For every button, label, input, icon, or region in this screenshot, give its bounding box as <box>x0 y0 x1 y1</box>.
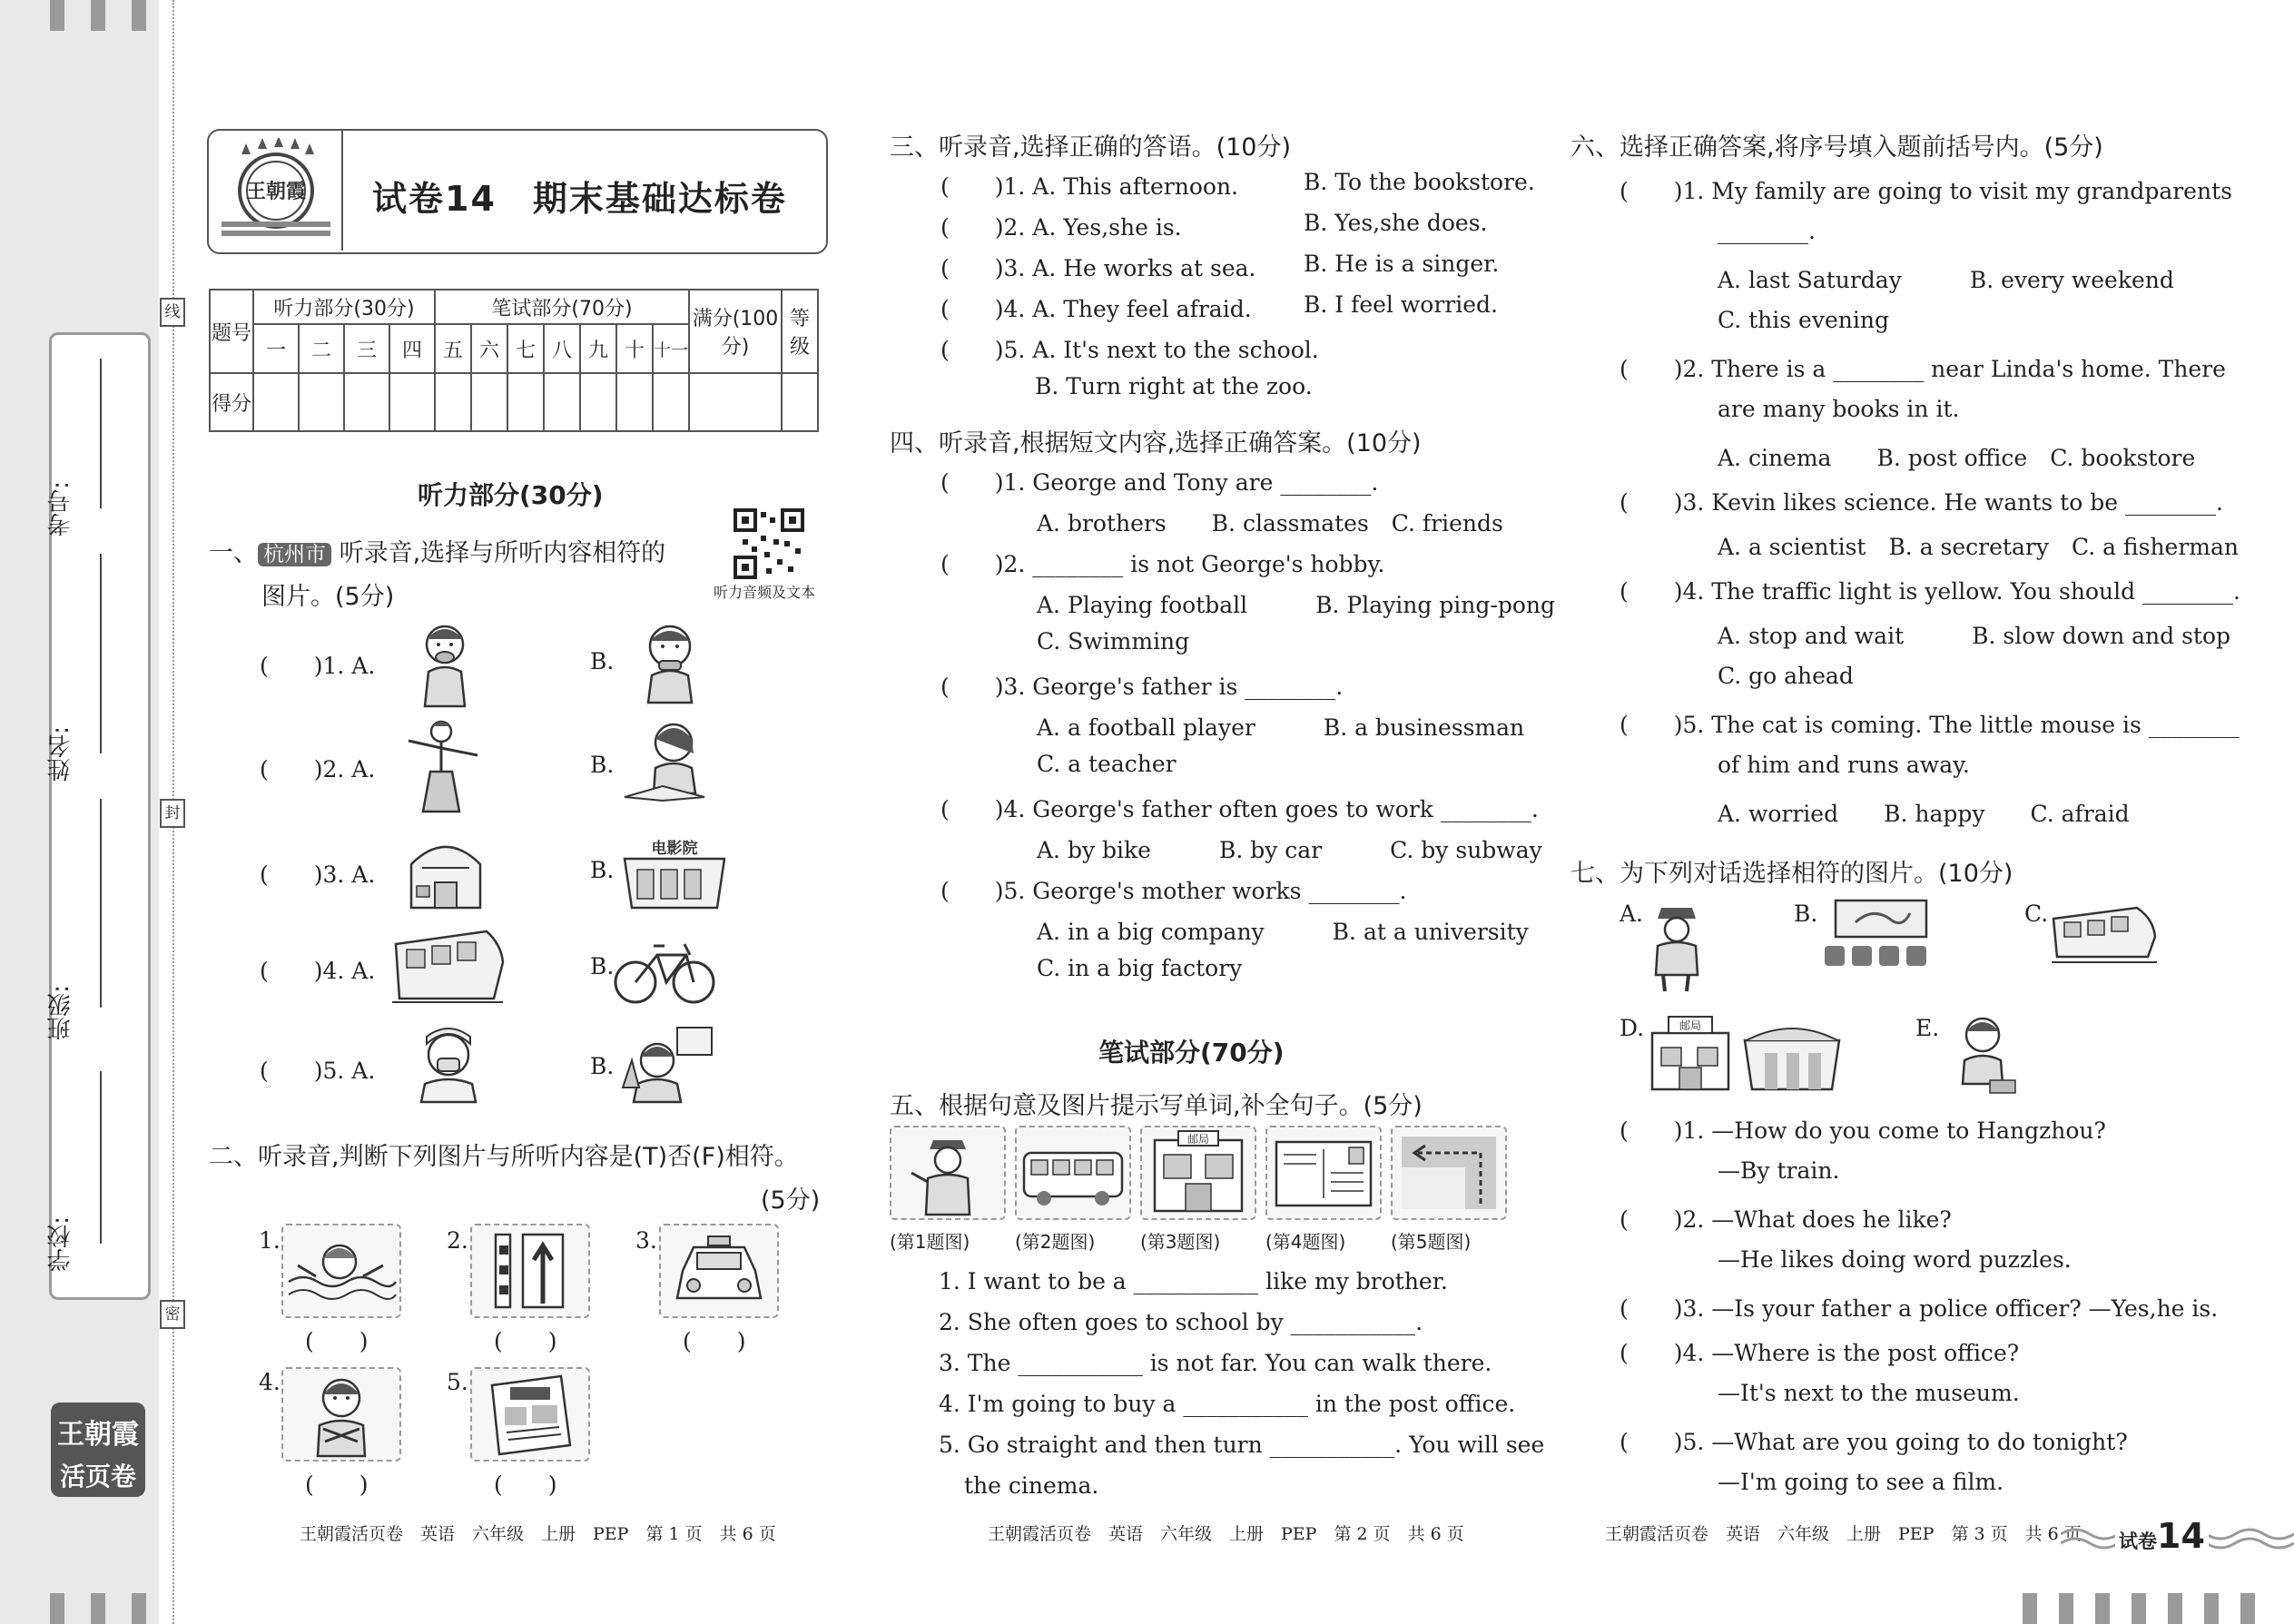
svg-text:王朝霞: 王朝霞 <box>245 180 307 203</box>
score-header-writing: 笔试部分(70分) <box>435 290 689 324</box>
doctor-icon <box>407 1024 490 1104</box>
s7-line: ( )5. —What are you going to do tonight? <box>1620 1429 2128 1455</box>
binding-mark-seal: 封 <box>160 799 185 828</box>
s1-q1-b: B. <box>590 648 615 674</box>
s6-line: A. a scientist B. a secretary C. a fisherman <box>1718 534 2239 560</box>
footer-page-3: 王朝霞活页卷 英语 六年级 上册 PEP 第 3 页 共 6 页 <box>1605 1524 2082 1544</box>
s3-q1-b: B. To the bookstore. <box>1304 169 1535 195</box>
section1-title-line2: 图片。(5分) <box>261 583 395 611</box>
s2-pic-taxi <box>659 1224 779 1318</box>
region-tag: 杭州市 <box>258 543 331 566</box>
logo-bottom-text: 活页卷 <box>59 1462 136 1491</box>
s3-q4: ( )4. A. They feel afraid. <box>940 296 1252 322</box>
s6-line: A. cinema B. post office C. bookstore <box>1718 445 2196 471</box>
s2-label-2: 2. <box>447 1227 468 1254</box>
binding-tick <box>50 0 64 31</box>
s6-line: ________. <box>1718 218 1816 244</box>
cinema-building-icon <box>621 832 728 911</box>
s4-line: ( )4. George's father often goes to work ________. <box>940 796 1539 822</box>
s4-line: ( )1. George and Tony are ________. <box>940 469 1379 496</box>
footer-page-1: 王朝霞活页卷 英语 六年级 上册 PEP 第 1 页 共 6 页 <box>300 1524 776 1544</box>
s2-label-1: 1. <box>259 1227 281 1254</box>
score-header-full: 满分(100分) <box>689 290 782 373</box>
s2-answer-3[interactable]: ( ) <box>683 1328 746 1354</box>
s4-line: C. in a big factory <box>1037 955 1243 981</box>
score-cell[interactable] <box>580 373 616 431</box>
s5-caption-5: (第5题图) <box>1391 1231 1472 1253</box>
s2-pic-swimming <box>281 1224 401 1318</box>
s4-line: C. Swimming <box>1037 628 1190 655</box>
s2-answer-2[interactable]: ( ) <box>494 1328 557 1354</box>
score-col: 九 <box>580 324 616 373</box>
s4-line: A. a football player B. a businessman <box>1037 714 1525 741</box>
paper-badge-number: 14 <box>2157 1516 2205 1556</box>
school-field[interactable] <box>100 1071 102 1244</box>
s7-pic-police-officer <box>1645 899 1708 993</box>
s4-line: A. Playing football B. Playing ping-pong <box>1037 592 1556 618</box>
s6-line: A. worried B. happy C. afraid <box>1718 801 2130 827</box>
exam-title: 试卷14 期末基础达标卷 <box>372 179 787 219</box>
s3-q1: ( )1. A. This afternoon. <box>940 173 1239 200</box>
s5-pic-turn-left <box>1391 1126 1507 1220</box>
score-col: 三 <box>344 324 389 373</box>
section3-title: 三、听录音,选择正确的答语。(10分) <box>890 133 1292 162</box>
train-icon <box>387 926 507 1006</box>
s1-q4-label: ( )4. A. <box>260 958 376 984</box>
score-col: 十一 <box>653 324 689 373</box>
score-header-listening: 听力部分(30分) <box>253 290 435 324</box>
paper-badge-label: 试卷 <box>2119 1530 2157 1552</box>
s2-pic-boy-thinking <box>281 1367 401 1462</box>
score-col: 四 <box>389 324 435 373</box>
s6-line: ( )5. The cat is coming. The little mouse is ________ <box>1620 712 2240 738</box>
s5-line: 3. The ___________ is not far. You can walk there. <box>939 1350 1492 1376</box>
score-col: 六 <box>471 324 507 373</box>
s2-answer-1[interactable]: ( ) <box>305 1328 369 1354</box>
s5-pic-post-office <box>1140 1126 1256 1220</box>
score-cell[interactable] <box>507 373 544 431</box>
s7-line: —By train. <box>1718 1157 1840 1184</box>
boy-eating-icon <box>635 617 704 704</box>
s5-pic-postcard <box>1265 1126 1382 1220</box>
score-cell[interactable] <box>653 373 689 431</box>
s7-label-d: D. <box>1620 1015 1645 1041</box>
girl-reading-icon <box>617 717 712 804</box>
score-header-grade: 等级 <box>782 290 818 373</box>
s3-q2-b: B. Yes,she does. <box>1304 210 1488 236</box>
s1-q2-b: B. <box>590 752 615 778</box>
s1-q3-label: ( )3. A. <box>260 861 376 888</box>
bicycle-icon <box>614 930 715 1006</box>
svg-text:电影院: 电影院 <box>651 840 698 858</box>
s6-line: C. go ahead <box>1718 663 1854 689</box>
s7-line: —I'm going to see a film. <box>1718 1469 2004 1495</box>
s2-pic-one-way-sign <box>470 1224 590 1318</box>
section1-title <box>209 533 665 568</box>
exam-no-field[interactable] <box>100 359 102 508</box>
score-cell[interactable] <box>389 373 435 431</box>
s5-line: 1. I want to be a ___________ like my brother. <box>939 1268 1448 1294</box>
binding-tick <box>132 0 146 31</box>
s7-label-a: A. <box>1620 901 1644 927</box>
s3-q2: ( )2. A. Yes,she is. <box>940 214 1182 241</box>
s6-line: ( )1. My family are going to visit my grandparents <box>1620 178 2232 204</box>
binding-tick <box>2240 1593 2255 1624</box>
score-col: 一 <box>253 324 299 373</box>
listening-section-title: 听力部分(30分) <box>418 480 604 510</box>
s2-answer-5[interactable]: ( ) <box>494 1471 557 1498</box>
name-field[interactable] <box>100 554 102 753</box>
score-row-label: 得分 <box>210 373 253 431</box>
s5-pic-police-officer <box>890 1126 1006 1220</box>
logo-top-text: 王朝霞 <box>57 1419 139 1451</box>
s4-line: C. a teacher <box>1037 751 1177 777</box>
section5-title: 五、根据句意及图片提示写单词,补全句子。(5分) <box>890 1092 1423 1120</box>
score-cell[interactable] <box>435 373 471 431</box>
svg-text:邮局: 邮局 <box>1186 1133 1210 1146</box>
s3-q5: ( )5. A. It's next to the school. <box>940 337 1319 363</box>
qr-caption: 听力音频及文本 <box>714 584 816 601</box>
binding-tick <box>2132 1593 2146 1624</box>
s5-caption-1: (第1题图) <box>890 1231 970 1253</box>
s1-q5-label: ( )5. A. <box>260 1058 376 1084</box>
score-cell[interactable] <box>299 373 344 431</box>
binding-tick <box>2168 1593 2182 1624</box>
s7-pic-train <box>2050 897 2159 966</box>
score-col: 五 <box>435 324 471 373</box>
s1-q1-label: ( )1. A. <box>260 653 376 679</box>
s1-q3-b: B. <box>590 857 615 883</box>
s2-answer-4[interactable]: ( ) <box>305 1471 369 1498</box>
s7-label-e: E. <box>1915 1015 1940 1041</box>
s5-line: 5. Go straight and then turn ___________. You will see <box>939 1432 1545 1458</box>
publisher-logo <box>51 1403 145 1497</box>
binding-tick <box>132 1593 146 1624</box>
s4-line: A. in a big company B. at a university <box>1037 919 1529 945</box>
s7-pic-post-office-museum <box>1645 1013 1845 1093</box>
score-cell[interactable] <box>616 373 653 431</box>
s3-q3: ( )3. A. He works at sea. <box>940 255 1256 281</box>
svg-text:邮局: 邮局 <box>1679 1019 1702 1032</box>
s4-line: A. brothers B. classmates C. friends <box>1037 510 1503 536</box>
s4-line: ( )3. George's father is ________. <box>940 674 1344 700</box>
section1-prefix: 一、 <box>209 539 258 567</box>
s5-line: 4. I'm going to buy a ___________ in the post office. <box>939 1391 1516 1417</box>
s4-line: ( )5. George's mother works ________. <box>940 878 1407 904</box>
s5-pic-bus <box>1015 1126 1131 1220</box>
binding-tick <box>2095 1593 2110 1624</box>
score-cell[interactable] <box>471 373 507 431</box>
s5-caption-2: (第2题图) <box>1015 1231 1096 1253</box>
binding-tick <box>91 1593 105 1624</box>
s6-line: ( )3. Kevin likes science. He wants to be ________. <box>1620 489 2223 516</box>
s6-line: of him and runs away. <box>1718 752 1970 778</box>
s6-line: A. stop and wait B. slow down and stop <box>1718 623 2231 649</box>
score-table <box>209 289 819 432</box>
s3-q3-b: B. He is a singer. <box>1304 251 1500 277</box>
s2-label-4: 4. <box>259 1369 281 1395</box>
binding-mark-close: 密 <box>160 1300 185 1329</box>
footer-page-2: 王朝霞活页卷 英语 六年级 上册 PEP 第 2 页 共 6 页 <box>988 1524 1464 1544</box>
s6-line: ( )4. The traffic light is yellow. You should ________. <box>1620 578 2240 605</box>
s7-line: ( )2. —What does he like? <box>1620 1206 1952 1233</box>
score-cell[interactable] <box>689 373 782 431</box>
name-label: 姓名: <box>47 726 74 782</box>
s6-line: are many books in it. <box>1718 396 1960 422</box>
s6-line: C. this evening <box>1718 307 1889 333</box>
s6-line: ( )2. There is a ________ near Linda's home. There <box>1620 356 2226 382</box>
s1-q4-b: B. <box>590 953 615 979</box>
score-col: 十 <box>616 324 653 373</box>
binding-tick <box>50 1593 64 1624</box>
exam-no-label: 考号: <box>47 481 74 536</box>
s7-line: —It's next to the museum. <box>1718 1380 2020 1406</box>
score-col: 七 <box>507 324 544 373</box>
s7-line: —He likes doing word puzzles. <box>1718 1246 2072 1273</box>
s7-pic-cinema-audience <box>1819 897 1932 969</box>
section2-points: (5分) <box>761 1186 821 1215</box>
section7-title: 七、为下列对话选择相符的图片。(10分) <box>1570 860 2013 888</box>
s5-caption-3: (第3题图) <box>1140 1231 1221 1253</box>
score-cell[interactable] <box>544 373 580 431</box>
s5-line: 2. She often goes to school by ___________. <box>939 1309 1423 1335</box>
girl-dancing-icon <box>399 717 483 815</box>
binding-tick <box>2204 1593 2219 1624</box>
qr-code-icon[interactable] <box>733 508 804 579</box>
s7-line: ( )1. —How do you come to Hangzhou? <box>1620 1117 2106 1144</box>
barn-building-icon <box>404 832 487 911</box>
s2-label-3: 3. <box>635 1227 657 1254</box>
scientist-icon <box>614 1024 715 1104</box>
boy-covering-mouth-icon <box>410 617 479 708</box>
s3-q4-b: B. I feel worried. <box>1304 291 1498 318</box>
s1-q2-label: ( )2. A. <box>260 756 376 782</box>
section2-title: 二、听录音,判断下列图片与所听内容是(T)否(F)相符。 <box>209 1143 799 1171</box>
s5-caption-4: (第4题图) <box>1265 1231 1346 1253</box>
class-field[interactable] <box>100 799 102 1008</box>
binding-tick <box>2023 1593 2037 1624</box>
s4-line: A. by bike B. by car C. by subway <box>1037 837 1542 863</box>
header-divider <box>341 129 343 251</box>
s4-line: ( )2. ________ is not George's hobby. <box>940 551 1385 577</box>
score-header-item: 题号 <box>210 290 253 373</box>
s2-pic-newspaper <box>470 1367 590 1462</box>
score-col: 二 <box>299 324 344 373</box>
school-label: 学校: <box>47 1216 74 1272</box>
binding-mark-line: 线 <box>160 298 185 327</box>
s3-q5-b: B. Turn right at the zoo. <box>1035 373 1313 399</box>
score-col: 八 <box>544 324 580 373</box>
score-cell[interactable] <box>782 373 818 431</box>
s7-line: ( )3. —Is your father a police officer? —Yes,he is. <box>1620 1295 2219 1322</box>
s1-q5-b: B. <box>590 1053 615 1079</box>
score-cell[interactable] <box>253 373 299 431</box>
writing-section-title: 笔试部分(70分) <box>1098 1038 1285 1068</box>
class-label: 班级: <box>47 985 74 1040</box>
binding-tick <box>2059 1593 2073 1624</box>
paper-badge <box>2115 1516 2209 1556</box>
s7-pic-boy-puzzle <box>1950 1009 2019 1097</box>
section4-title: 四、听录音,根据短文内容,选择正确答案。(10分) <box>890 429 1422 458</box>
section6-title: 六、选择正确答案,将序号填入题前括号内。(5分) <box>1570 133 2103 162</box>
s7-line: ( )4. —Where is the post office? <box>1620 1340 2020 1366</box>
seal-emblem-icon <box>222 138 330 241</box>
s5-line: the cinema. <box>964 1472 1099 1499</box>
s6-line: A. last Saturday B. every weekend <box>1718 267 2174 293</box>
binding-tick <box>91 0 105 31</box>
score-cell[interactable] <box>344 373 389 431</box>
s7-label-c: C. <box>2024 901 2049 927</box>
section1-text: 听录音,选择与所听内容相符的 <box>339 539 666 567</box>
s7-label-b: B. <box>1794 901 1818 927</box>
s2-label-5: 5. <box>447 1369 468 1395</box>
